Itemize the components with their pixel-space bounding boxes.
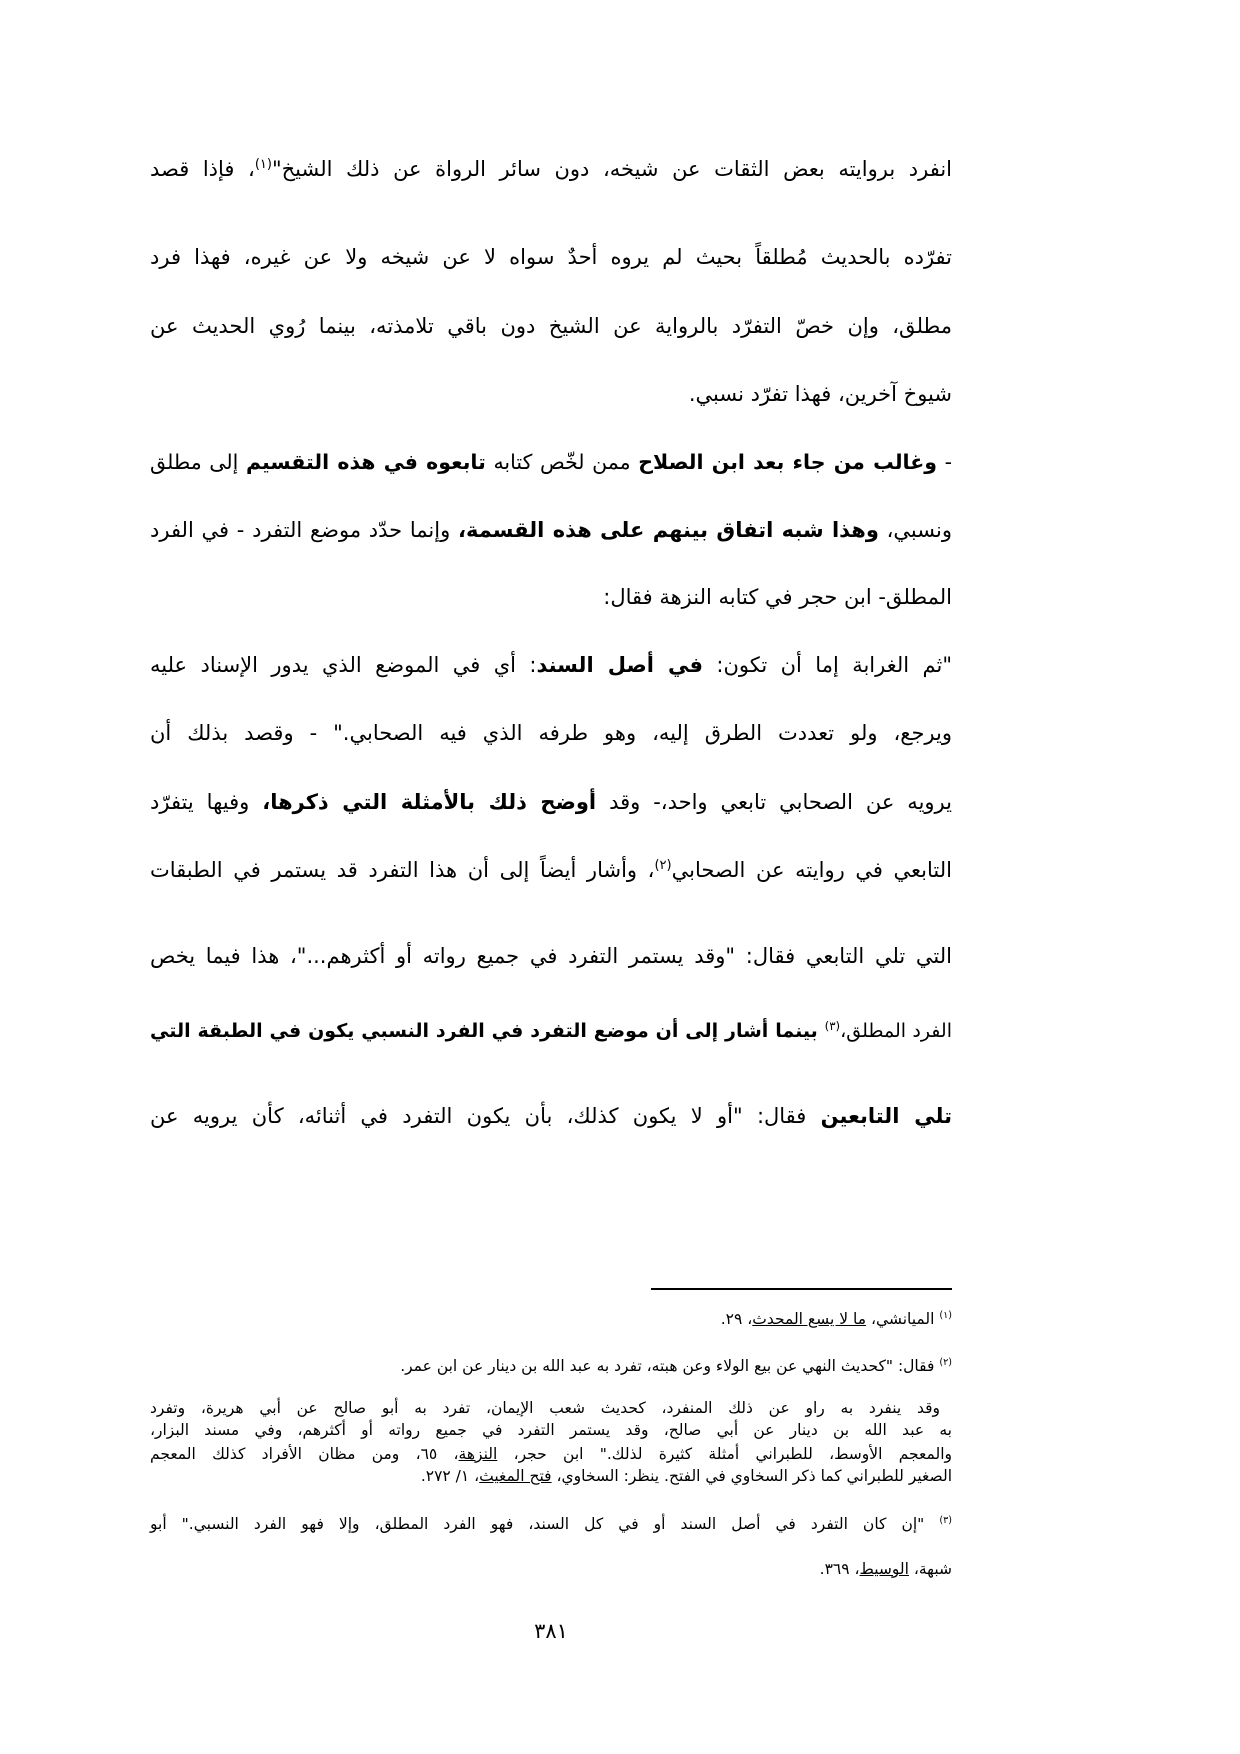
footnote-1 bbox=[150, 1307, 952, 1334]
bold-text-run: في أصل السند bbox=[536, 653, 703, 677]
body-line-9 bbox=[150, 715, 952, 751]
text-run: "إن كان التفرد في أصل السند أو في كل السند، فهو الفرد المطلق، وإلا فهو الفرد النسبي." أبو bbox=[150, 1515, 940, 1533]
body-line-3 bbox=[150, 308, 952, 344]
body-line-13 bbox=[150, 1013, 952, 1051]
text-run: - bbox=[936, 450, 952, 474]
text-run: ، ٦٥، ومن مظان الأفراد كذلك المعجم bbox=[150, 1445, 459, 1463]
text-run: ، ٢٩. bbox=[720, 1310, 753, 1328]
text-run: تفرّده بالحديث مُطلقاً بحيث لم يروه أحدٌ سواه لا عن شيخه ولا عن غيره، فهذا فرد bbox=[150, 245, 952, 269]
body-line-6 bbox=[150, 512, 952, 548]
text-run: شبهة، bbox=[908, 1560, 952, 1578]
text-run: يرويه عن الصحابي تابعي واحد،- وقد bbox=[596, 790, 952, 814]
bold-text-run: بينما أشار إلى أن موضع التفرد في الفرد النسبي يكون في الطبقة التي bbox=[150, 1020, 825, 1042]
text-run: ممن لخّص كتابه bbox=[485, 450, 639, 474]
footnote-2-line bbox=[150, 1418, 952, 1442]
footnote-ref-3: (٣) bbox=[824, 1018, 841, 1033]
text-run: المطلق- ابن حجر في كتابه النزهة فقال: bbox=[603, 585, 952, 609]
body-line-14 bbox=[150, 1098, 952, 1134]
footnote-separator bbox=[651, 1288, 952, 1290]
footnote-marker: (١) bbox=[939, 1310, 952, 1322]
text-run: : أي في الموضع الذي يدور الإسناد عليه bbox=[150, 653, 537, 677]
text-run: ونسبي، bbox=[878, 518, 952, 542]
text-run: الميانشي، bbox=[866, 1310, 940, 1328]
text-run: وإنما حدّد موضع التفرد - في الفرد bbox=[150, 518, 458, 542]
footnote-marker: (٣) bbox=[939, 1515, 952, 1527]
body-line-11 bbox=[150, 852, 952, 892]
text-run: ، ١/ ٢٧٢. bbox=[420, 1467, 480, 1485]
text-run: به عبد الله بن دينار عن أبي صالح، وقد يستمر التفرد في جميع رواته أو أكثرهم، وفي مسند البزار، bbox=[150, 1421, 952, 1439]
footnote-2-line bbox=[150, 1442, 952, 1466]
body-line-5 bbox=[150, 444, 952, 480]
text-run: ويرجع، ولو تعددت الطرق إليه، وهو طرفه الذي فيه الصحابي." - وقصد بذلك أن bbox=[150, 721, 952, 745]
footnote-ref-1: (١) bbox=[254, 157, 272, 173]
body-line-8 bbox=[150, 647, 952, 683]
text-run: فقال: "كحديث النهي عن بيع الولاء وعن هبته، تفرد به عبد الله بن دينار عن ابن عمر. bbox=[400, 1357, 940, 1375]
bold-text-run: أوضح ذلك بالأمثلة التي ذكرها، bbox=[262, 790, 597, 814]
footnote-3-line bbox=[150, 1557, 952, 1581]
body-line-10 bbox=[150, 784, 952, 820]
bold-text-run: وهذا شبه اتفاق بينهم على هذه القسمة، bbox=[457, 518, 879, 542]
footnote-3 bbox=[150, 1512, 952, 1539]
page-number: ٣٨١ bbox=[534, 1619, 568, 1643]
text-run: ، فإذا قصد bbox=[150, 157, 255, 181]
text-run: وقد ينفرد به راو عن ذلك المنفرد، كحديث شعب الإيمان، تفرد به أبو صالح عن أبي هريرة، وتفرد bbox=[150, 1399, 940, 1417]
book-title: ما لا يسع المحدث bbox=[752, 1310, 867, 1328]
text-run: الفرد المطلق، bbox=[840, 1020, 952, 1042]
footnote-marker: (٢) bbox=[939, 1357, 952, 1369]
bold-text-run: وغالب من جاء بعد ابن الصلاح bbox=[638, 450, 937, 474]
footnote-2-line bbox=[150, 1396, 952, 1420]
footnote-2-line bbox=[150, 1464, 952, 1488]
text-run: انفرد بروايته بعض الثقات عن شيخه، دون سائر الرواة عن ذلك الشيخ" bbox=[271, 157, 952, 181]
text-run: "ثم الغرابة إما أن تكون: bbox=[702, 653, 952, 677]
text-run: ، وأشار أيضاً إلى أن هذا التفرد قد يستمر في الطبقات bbox=[150, 858, 655, 882]
bold-text-run: تلي التابعين bbox=[820, 1104, 953, 1128]
body-line-7 bbox=[150, 579, 952, 615]
body-line-4 bbox=[150, 376, 952, 412]
bold-text-run: تابعوه في هذه التقسيم bbox=[245, 450, 486, 474]
text-run: مطلق، وإن خصّ التفرّد بالرواية عن الشيخ دون باقي تلامذته، بينما رُوي الحديث عن bbox=[150, 314, 952, 338]
book-title: الوسيط bbox=[859, 1560, 909, 1578]
text-run: شيوخ آخرين، فهذا تفرّد نسبي. bbox=[688, 382, 952, 406]
text-run: وفيها يتفرّد bbox=[150, 790, 263, 814]
body-line-1 bbox=[150, 151, 952, 191]
text-run: التابعي في روايته عن الصحابي bbox=[671, 858, 952, 882]
body-line-2 bbox=[150, 239, 952, 275]
text-run: الصغير للطبراني كما ذكر السخاوي في الفتح. ينظر: السخاوي، bbox=[551, 1467, 952, 1485]
text-run: فقال: "أو لا يكون كذلك، بأن يكون التفرد في أثنائه، كأن يرويه عن bbox=[150, 1104, 821, 1128]
body-line-12 bbox=[150, 938, 952, 974]
footnote-ref-2: (٢) bbox=[654, 858, 672, 874]
book-title: فتح المغيث bbox=[479, 1467, 552, 1485]
text-run: والمعجم الأوسط، للطبراني أمثلة كثيرة لذلك." ابن حجر، bbox=[497, 1445, 952, 1463]
text-run: التي تلي التابعي فقال: "وقد يستمر التفرد في جميع رواته أو أكثرهم..."، هذا فيما يخص bbox=[150, 944, 952, 968]
book-title: النزهة bbox=[458, 1445, 498, 1463]
footnote-2 bbox=[150, 1354, 952, 1381]
text-run: ، ٣٦٩. bbox=[819, 1560, 860, 1578]
text-run: إلى مطلق bbox=[150, 450, 246, 474]
